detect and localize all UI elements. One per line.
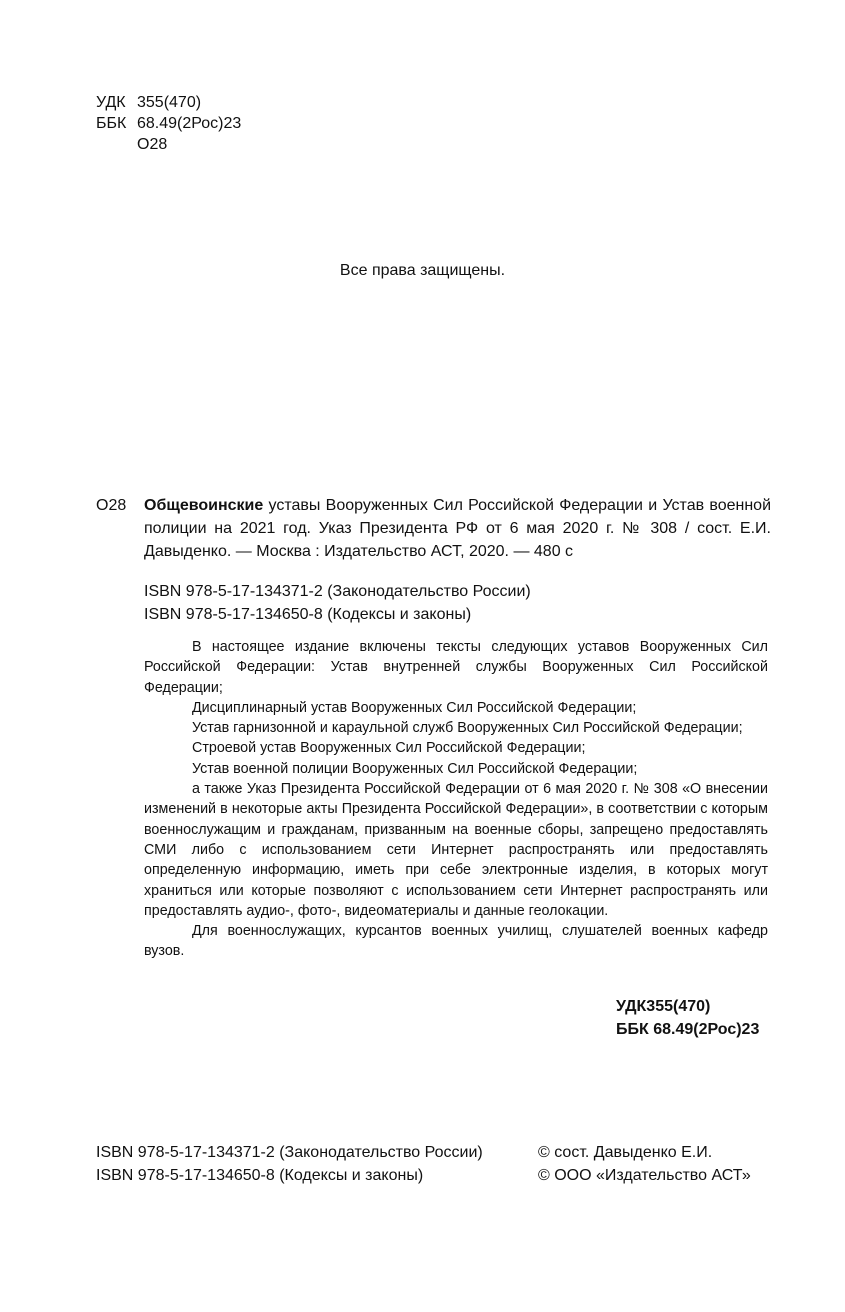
bibliographic-text xyxy=(144,494,771,563)
footer-isbns xyxy=(96,1141,483,1187)
bbk-bottom: ББК 68.49(2Рос)23 xyxy=(616,1021,760,1038)
bibliographic-description: уставы Вооруженных Сил Российской Федерации и Устав военной полиции на 2021 год. Указ Президента РФ от 6 мая 2020 г. № 308 / сост. Е.И. Давыденко. — Москва : Издательство АСТ, 2020. — 480 с xyxy=(144,497,771,560)
annotation-paragraph: В настоящее издание включены тексты следующих уставов Вооруженных Сил Российской Федерации: Устав внутренней службы Вооруженных Сил Российской Федерации; xyxy=(144,639,768,696)
isbn-line: ISBN 978-5-17-134650-8 (Кодексы и законы) xyxy=(144,606,472,623)
annotation-paragraph: Дисциплинарный устав Вооруженных Сил Российской Федерации; xyxy=(192,699,637,716)
author-mark: О28 xyxy=(137,136,168,153)
annotation-paragraph: Для военнослужащих, курсантов военных училищ, слушателей военных кафедр вузов. xyxy=(144,923,768,960)
copyright-compiler: © сост. Давыденко Е.И. xyxy=(538,1144,713,1161)
footer-isbn-line: ISBN 978-5-17-134650-8 (Кодексы и законы) xyxy=(96,1167,424,1184)
udk-bottom: УДК355(470) xyxy=(616,998,711,1015)
annotation-paragraph: Строевой устав Вооруженных Сил Российской Федерации; xyxy=(192,740,586,757)
annotation-paragraph: Устав гарнизонной и караульной служб Вооруженных Сил Российской Федерации; xyxy=(192,720,743,737)
udk-label: УДК xyxy=(96,94,126,111)
bbk-row xyxy=(96,113,241,134)
annotation xyxy=(144,637,768,962)
classification-bottom xyxy=(616,995,759,1041)
copyright-publisher: © ООО «Издательство АСТ» xyxy=(538,1167,751,1184)
footer-copyrights xyxy=(538,1141,751,1187)
annotation-paragraph: Устав военной полиции Вооруженных Сил Российской Федерации; xyxy=(192,760,638,777)
author-mark-code: О28 xyxy=(96,497,127,514)
annotation-paragraph: а также Указ Президента Российской Федерации от 6 мая 2020 г. № 308 «О внесении изменений в некоторые акты Президента Российской Федерации», в соответствии с которым военнослужащим и гражданам, призванным на военные сборы, запрещено предоставлять СМИ либо с использованием сети Интернет распространять или предоставлять определенную информацию, иметь при себе электронные изделия, в которых могут храниться или которые позволяют с использованием сети Интернет распространять или предоставлять аудио-, фото-, видеоматериалы и данные геолокации. xyxy=(144,781,768,919)
rights-notice: Все права защищены. xyxy=(339,262,506,279)
bibliographic-record xyxy=(96,494,771,563)
title-bold: Общевоинские xyxy=(144,497,264,514)
udk-row xyxy=(96,92,241,113)
bbk-label: ББК xyxy=(96,115,127,132)
udk-value: 355(470) xyxy=(137,94,202,111)
footer-isbn-line: ISBN 978-5-17-134371-2 (Законодательство России) xyxy=(96,1144,483,1161)
classification-block xyxy=(96,92,241,155)
bbk-value: 68.49(2Рос)23 xyxy=(137,115,242,132)
isbn-line: ISBN 978-5-17-134371-2 (Законодательство России) xyxy=(144,583,531,600)
isbn-list xyxy=(144,580,531,626)
